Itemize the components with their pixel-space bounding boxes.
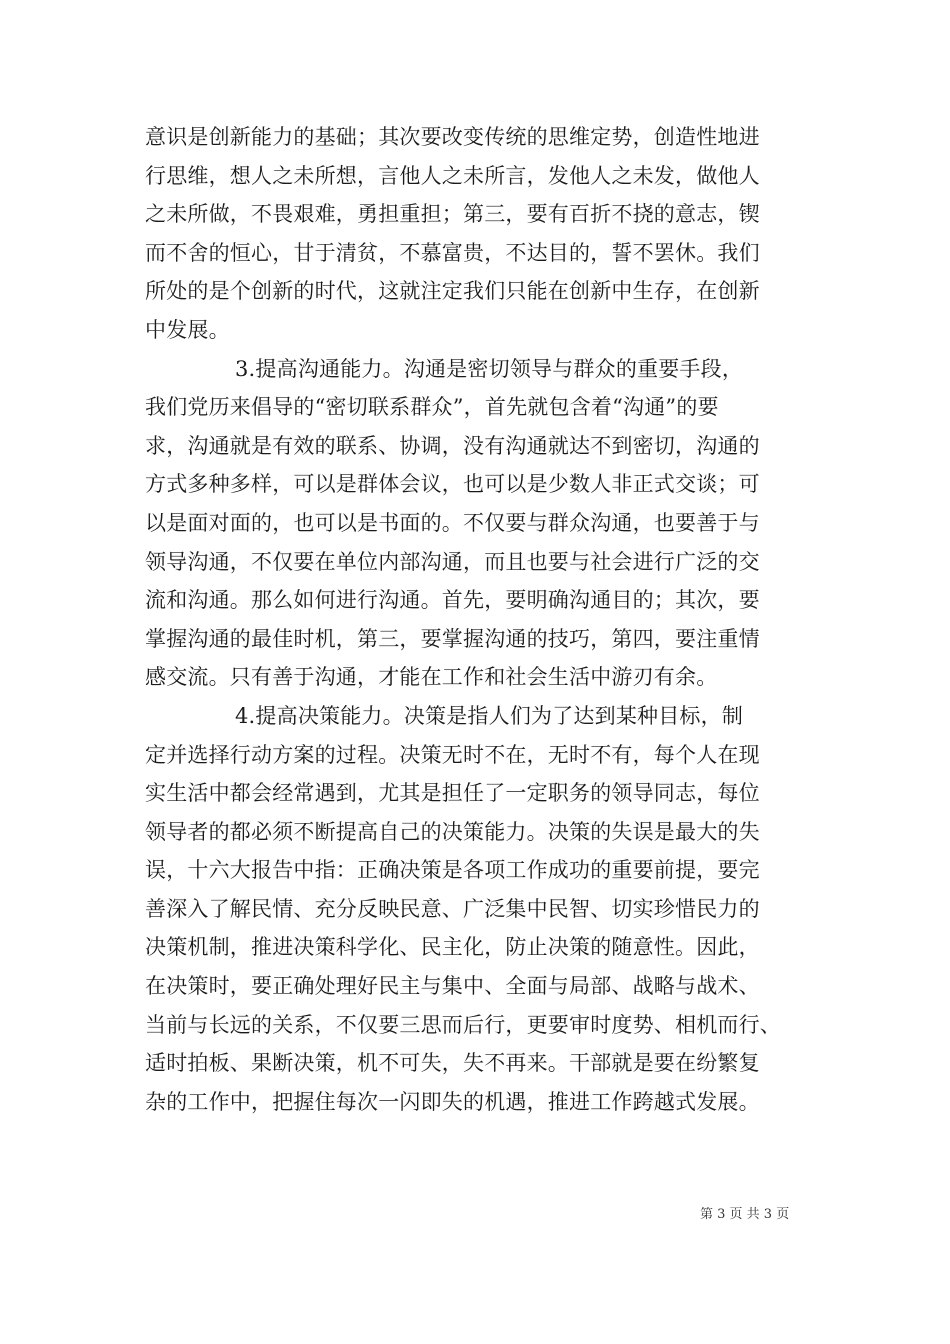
text-line: 杂的工作中，把握住每次一闪即失的机遇，推进工作跨越式发展。 (145, 1089, 760, 1114)
text-line: 误，十六大报告中指：正确决策是各项工作成功的重要前提，要完 (145, 858, 760, 883)
text-line: 领导沟通，不仅要在单位内部沟通，而且也要与社会进行广泛的交 (145, 549, 760, 574)
document-body (145, 118, 810, 1121)
text-line: 感交流。只有善于沟通，才能在工作和社会生活中游刃有余。 (145, 665, 718, 690)
paragraph-decision-making (145, 697, 810, 1122)
text-line: 所处的是个创新的时代，这就注定我们只能在创新中生存，在创新 (145, 279, 760, 304)
text-line: 在决策时，要正确处理好民主与集中、全面与局部、战略与战术、 (145, 974, 760, 999)
paragraph-innovation (145, 118, 810, 350)
text-line: 定并选择行动方案的过程。决策无时不在，无时不有，每个人在现 (145, 742, 760, 767)
page-number-footer: 第 3 页 共 3 页 (700, 1207, 790, 1222)
text-line: 掌握沟通的最佳时机，第三，要掌握沟通的技巧，第四，要注重情 (145, 626, 760, 651)
text-line: 之未所做，不畏艰难，勇担重担；第三，要有百折不挠的意志，锲 (145, 202, 760, 227)
text-line: 以是面对面的，也可以是书面的。不仅要与群众沟通，也要善于与 (145, 510, 760, 535)
text-line: 流和沟通。那么如何进行沟通。首先，要明确沟通目的；其次，要 (145, 588, 760, 613)
text-line: 中发展。 (145, 317, 230, 342)
text-line-heading: 3.提高沟通能力。沟通是密切领导与群众的重要手段， (235, 356, 744, 381)
text-line: 适时拍板、果断决策，机不可失，失不再来。干部就是要在纷繁复 (145, 1051, 760, 1076)
text-line: 我们党历来倡导的“密切联系群众”，首先就包含着“沟通”的要 (145, 395, 719, 420)
text-line: 实生活中都会经常遇到，尤其是担任了一定职务的领导同志，每位 (145, 781, 760, 806)
text-line: 决策机制，推进决策科学化、民主化，防止决策的随意性。因此， (145, 935, 760, 960)
text-line: 行思维，想人之未所想，言他人之未所言，发他人之未发，做他人 (145, 163, 760, 188)
text-line: 而不舍的恒心，甘于清贫，不慕富贵，不达目的，誓不罢休。我们 (145, 240, 760, 265)
text-line: 善深入了解民情、充分反映民意、广泛集中民智、切实珍惜民力的 (145, 896, 760, 921)
text-line: 意识是创新能力的基础；其次要改变传统的思维定势，创造性地进 (145, 125, 760, 149)
text-line: 方式多种多样，可以是群体会议，也可以是少数人非正式交谈；可 (145, 472, 760, 497)
text-line: 当前与长远的关系，不仅要三思而后行，更要审时度势、相机而行、 (145, 1012, 781, 1037)
paragraph-communication (145, 350, 810, 697)
text-line: 领导者的都必须不断提高自己的决策能力。决策的失误是最大的失 (145, 819, 760, 844)
text-line-heading: 4.提高决策能力。决策是指人们为了达到某种目标，制 (235, 703, 744, 728)
text-line: 求，沟通就是有效的联系、协调，没有沟通就达不到密切，沟通的 (145, 433, 760, 458)
